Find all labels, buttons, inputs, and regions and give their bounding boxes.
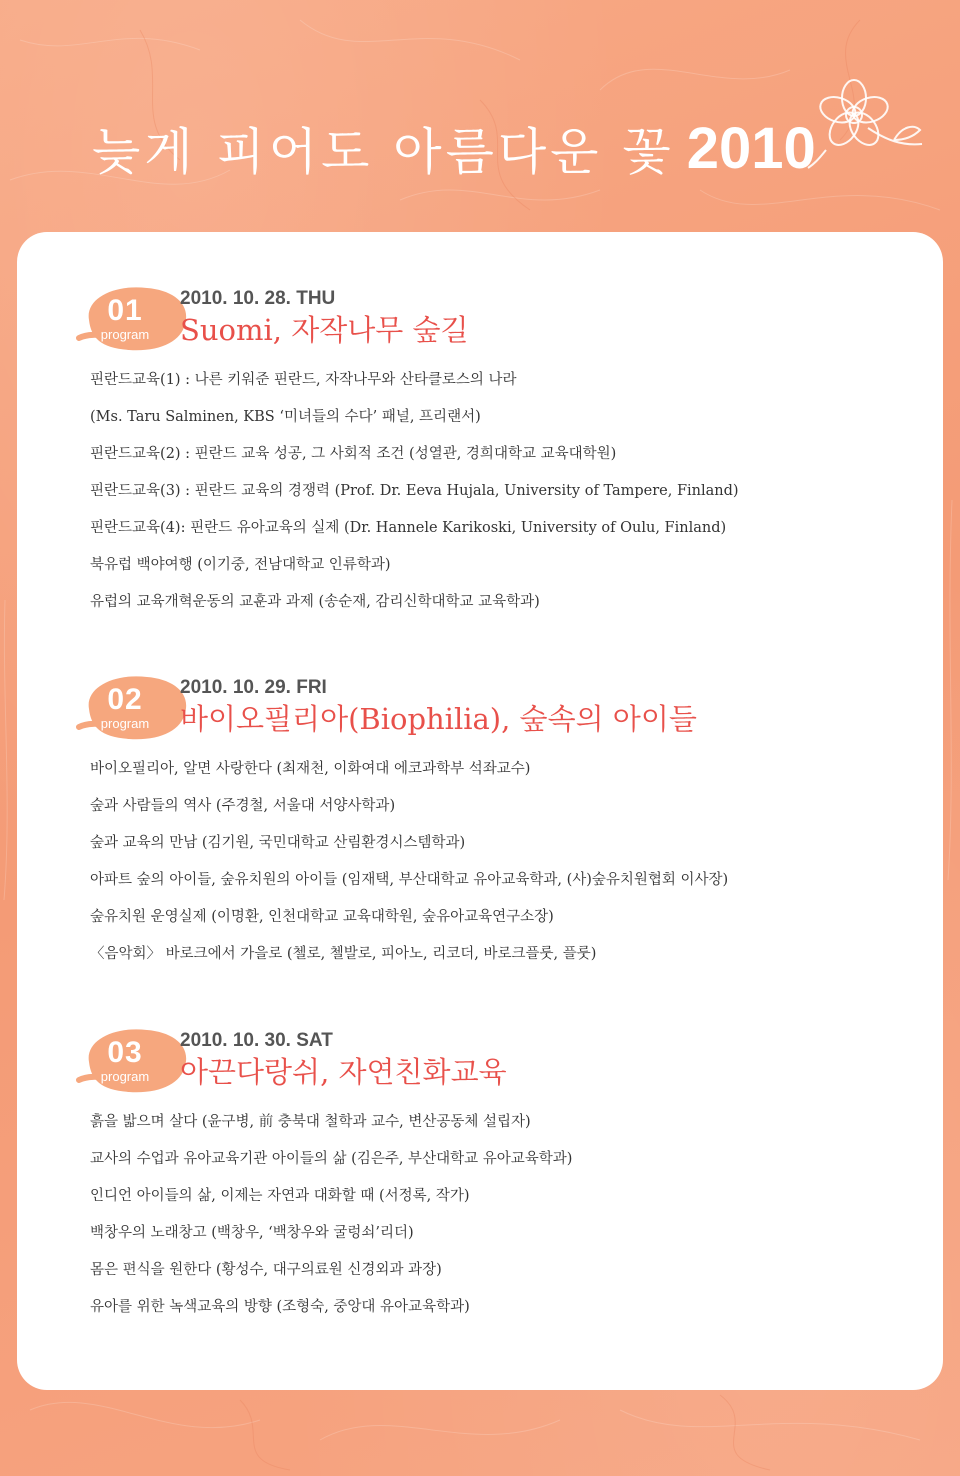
program-item-list [90, 1112, 572, 1334]
list-item: 숲과 교육의 만남 (김기원, 국민대학교 산림환경시스템학과) [90, 835, 466, 851]
list-item: 바이오필리아, 알면 사랑한다 (최재천, 이화여대 에코과학부 석좌교수) [90, 761, 531, 777]
list-item: (Ms. Taru Salminen, KBS ‘미녀들의 수다’ 패널, 프리랜서) [90, 409, 481, 425]
program-title: 바이오필리아(Biophilia), 숲속의 아이들 [180, 702, 697, 736]
flower-icon [806, 60, 926, 170]
page-title [92, 112, 852, 184]
program-item-list [90, 370, 739, 629]
list-item: 숲과 사람들의 역사 (주경철, 서울대 서양사학과) [90, 798, 396, 814]
list-item: 〈음악회〉 바로크에서 가을로 (첼로, 첼발로, 피아노, 리코더, 바로크플룻, 플룻) [90, 946, 597, 962]
title-text: 늦게 피어도 아름다운 꽃 [92, 123, 675, 181]
list-item: 유아를 위한 녹색교육의 방향 (조형숙, 중앙대 유아교육학과) [90, 1299, 470, 1315]
program-date: 2010. 10. 29. FRI [180, 677, 327, 698]
program-badge [75, 1022, 191, 1106]
program-date: 2010. 10. 30. SAT [180, 1030, 333, 1051]
program-number: 01 [107, 294, 143, 327]
list-item: 몸은 편식을 원한다 (황성수, 대구의료원 신경외과 과장) [90, 1262, 442, 1278]
list-item: 인디언 아이들의 삶, 이제는 자연과 대화할 때 (서정록, 작가) [90, 1188, 470, 1204]
list-item: 핀란드교육(2) : 핀란드 교육 성공, 그 사회적 조건 (성열관, 경희대학교 교육대학원) [90, 446, 617, 462]
list-item: 유럽의 교육개혁운동의 교훈과 과제 (송순재, 감리신학대학교 교육학과) [90, 594, 540, 610]
program-title: 아끈다랑쉬, 자연친화교육 [180, 1055, 507, 1089]
list-item: 핀란드교육(1) : 나른 키워준 핀란드, 자작나무와 산타클로스의 나라 [90, 372, 517, 388]
list-item: 핀란드교육(3) : 핀란드 교육의 경쟁력 (Prof. Dr. Eeva Hujala, University of Tampere, Finland) [90, 483, 739, 499]
list-item: 백창우의 노래창고 (백창우, ‘백창우와 굴렁쇠’리더) [90, 1225, 414, 1241]
program-number: 03 [107, 1036, 143, 1069]
program-badge [75, 669, 191, 753]
program-label: program [100, 1069, 150, 1084]
program-item-list [90, 759, 728, 981]
list-item: 흙을 밟으며 살다 (윤구병, 前 충북대 철학과 교수, 변산공동체 설립자) [90, 1114, 531, 1130]
program-date: 2010. 10. 28. THU [180, 288, 336, 309]
list-item: 교사의 수업과 유아교육기관 아이들의 삶 (김은주, 부산대학교 유아교육학과) [90, 1151, 573, 1167]
list-item: 숲유치원 운영실제 (이명환, 인천대학교 교육대학원, 숲유아교육연구소장) [90, 909, 554, 925]
list-item: 아파트 숲의 아이들, 숲유치원의 아이들 (임재택, 부산대학교 유아교육학과, (사)숲유치원협회 이사장) [90, 872, 729, 888]
list-item: 핀란드교육(4): 핀란드 유아교육의 실제 (Dr. Hannele Karikoski, University of Oulu, Finland) [90, 520, 727, 536]
program-label: program [100, 327, 150, 342]
program-title: Suomi, 자작나무 숲길 [180, 313, 469, 347]
program-label: program [100, 716, 150, 731]
title-year: 2010 [686, 115, 816, 181]
program-panel [17, 232, 943, 1390]
list-item: 북유럽 백야여행 (이기중, 전남대학교 인류학과) [90, 557, 391, 573]
program-number: 02 [107, 683, 143, 716]
program-badge [75, 280, 191, 364]
